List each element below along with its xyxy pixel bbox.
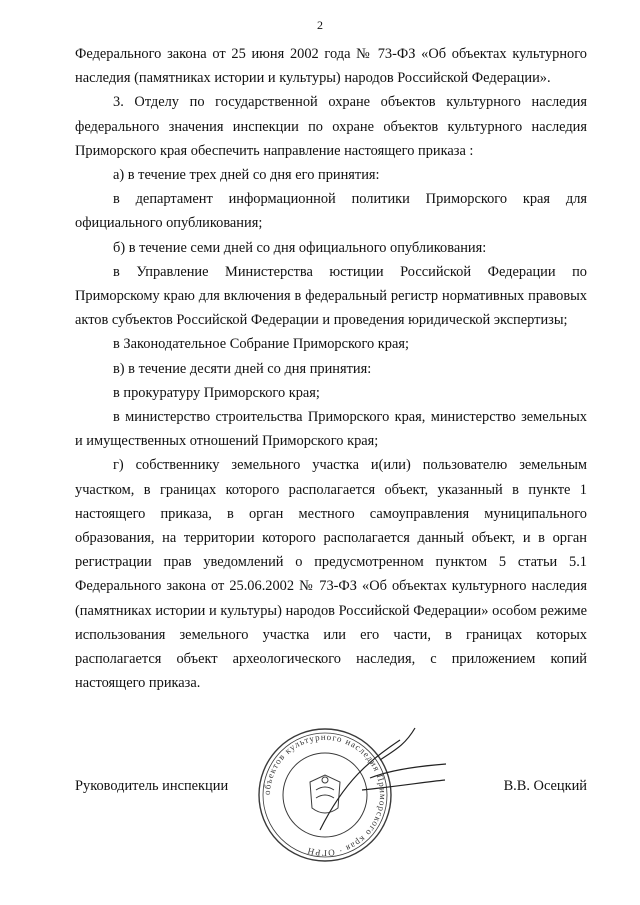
paragraph-subitem-g: г) собственнику земельного участка и(или) пользователю земельным участком, в границах которого располагается объект, указанный в пункте 1 настоящего приказа, в орган местного самоуправления муниципального образования, на территории которого располагается данный объект, и в орган регистрации прав уведомлений о предусмотренном пунктом 5 статьи 5.1 Федерального закона от 25.06.2002 № 73-ФЗ «Об объектах культурного наследия (памятниках истории и культуры) народов Российской Федерации» особом режиме использования земельного участка или его части, в границах которых располагается объект археологического наследия, с приложением копий настоящего приказа. xyxy=(75,457,587,692)
official-seal-stamp xyxy=(250,720,450,870)
paragraph-recipient-press: в департамент информационной политики Приморского края для официального опубликования; xyxy=(75,191,587,232)
document-body xyxy=(75,42,587,695)
paragraph-subitem-b: б) в течение семи дней со дня официального опубликования: xyxy=(113,239,487,256)
emblem-icon xyxy=(310,775,340,813)
seal-ring-text: объектов культурного наследия Приморского края · ОГРН xyxy=(261,731,389,859)
paragraph-subitem-a: а) в течение трех дней со дня его принятия: xyxy=(113,167,380,184)
paragraph-recipient-ministries: в министерство строительства Приморского края, министерство земельных и имущественных отношений Приморского края; xyxy=(75,409,587,450)
paragraph-subitem-v: в) в течение десяти дней со дня принятия: xyxy=(113,360,372,377)
paragraph-continuation: Федерального закона от 25 июня 2002 года № 73-ФЗ «Об объектах культурного наследия (памятниках истории и культуры) народов Российской Федерации». xyxy=(75,46,587,87)
signatory-title: Руководитель инспекции xyxy=(75,778,229,794)
paragraph-recipient-justice: в Управление Министерства юстиции Российской Федерации по Приморскому краю для включения в федеральный регистр нормативных правовых актов субъектов Российской Федерации и проведения юридической экспертизы; xyxy=(75,263,587,329)
paragraph-recipient-assembly: в Законодательное Собрание Приморского края; xyxy=(113,336,409,353)
page-number: 2 xyxy=(317,18,323,32)
signatory-name: В.В. Осецкий xyxy=(503,778,587,794)
paragraph-recipient-prosecutor: в прокуратуру Приморского края; xyxy=(113,384,320,401)
paragraph-item-3: 3. Отделу по государственной охране объектов культурного наследия федерального значения инспекции по охране объектов культурного наследия Приморского края обеспечить направление настоящего приказа : xyxy=(75,94,587,159)
